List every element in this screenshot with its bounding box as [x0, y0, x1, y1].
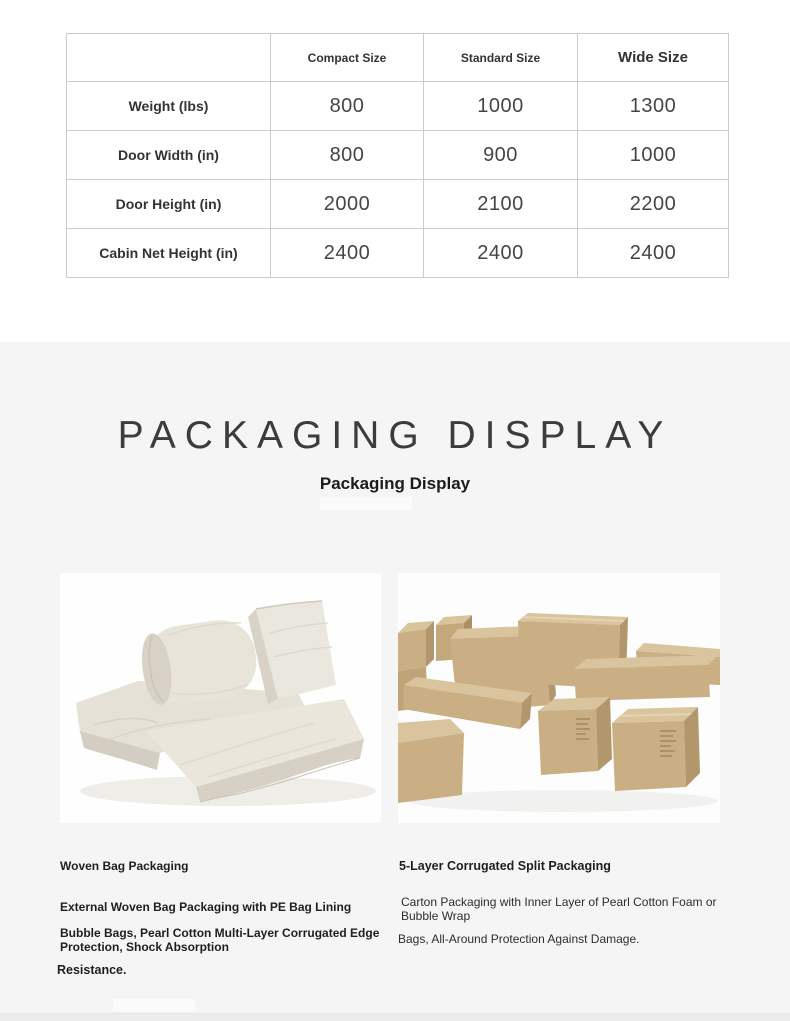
- bottom-section-divider: [0, 1013, 790, 1021]
- cell-value: 2400: [271, 229, 424, 278]
- corrugated-boxes-photo: [398, 573, 720, 823]
- header-wide-size: Wide Size: [578, 34, 729, 82]
- right-package-line2: Bags, All-Around Protection Against Damage.: [398, 932, 640, 946]
- header-compact-size: Compact Size: [271, 34, 424, 82]
- cell-value: 2400: [424, 229, 578, 278]
- header-empty-cell: [67, 34, 271, 82]
- right-package-title: 5-Layer Corrugated Split Packaging: [399, 859, 611, 873]
- cell-value: 800: [271, 82, 424, 131]
- left-package-line1: External Woven Bag Packaging with PE Bag Lining: [60, 900, 352, 914]
- left-package-line3: Resistance.: [57, 963, 127, 977]
- row-label-weight: Weight (lbs): [67, 82, 271, 131]
- carton-boxes-image-icon: [398, 573, 720, 823]
- spec-table-header-row: [67, 34, 729, 82]
- header-standard-size: Standard Size: [424, 34, 578, 82]
- cell-value: 2200: [578, 180, 729, 229]
- table-row: [67, 180, 729, 229]
- subtitle-ghost-highlight: [320, 497, 412, 510]
- row-label-door-width: Door Width (in): [67, 131, 271, 180]
- table-row: [67, 82, 729, 131]
- left-package-line2: Bubble Bags, Pearl Cotton Multi-Layer Corrugated Edge Protection, Shock Absorption: [60, 926, 380, 954]
- cell-value: 900: [424, 131, 578, 180]
- row-label-cabin-net-height: Cabin Net Height (in): [67, 229, 271, 278]
- table-row: [67, 229, 729, 278]
- cell-value: 2100: [424, 180, 578, 229]
- woven-bag-image-icon: [60, 573, 381, 823]
- spec-table: [66, 33, 729, 278]
- cell-value: 800: [271, 131, 424, 180]
- packaging-display-heading: PACKAGING DISPLAY: [117, 414, 673, 457]
- cell-value: 2400: [578, 229, 729, 278]
- cell-value: 2000: [271, 180, 424, 229]
- cell-value: 1300: [578, 82, 729, 131]
- woven-bag-packaging-photo: [60, 573, 381, 823]
- row-label-door-height: Door Height (in): [67, 180, 271, 229]
- table-row: [67, 131, 729, 180]
- text-ghost-highlight: [113, 999, 195, 1011]
- left-package-title: Woven Bag Packaging: [60, 859, 189, 873]
- cell-value: 1000: [578, 131, 729, 180]
- right-package-line1: Carton Packaging with Inner Layer of Pearl Cotton Foam or Bubble Wrap: [401, 895, 717, 923]
- packaging-display-subtitle: Packaging Display: [319, 474, 471, 493]
- cell-value: 1000: [424, 82, 578, 131]
